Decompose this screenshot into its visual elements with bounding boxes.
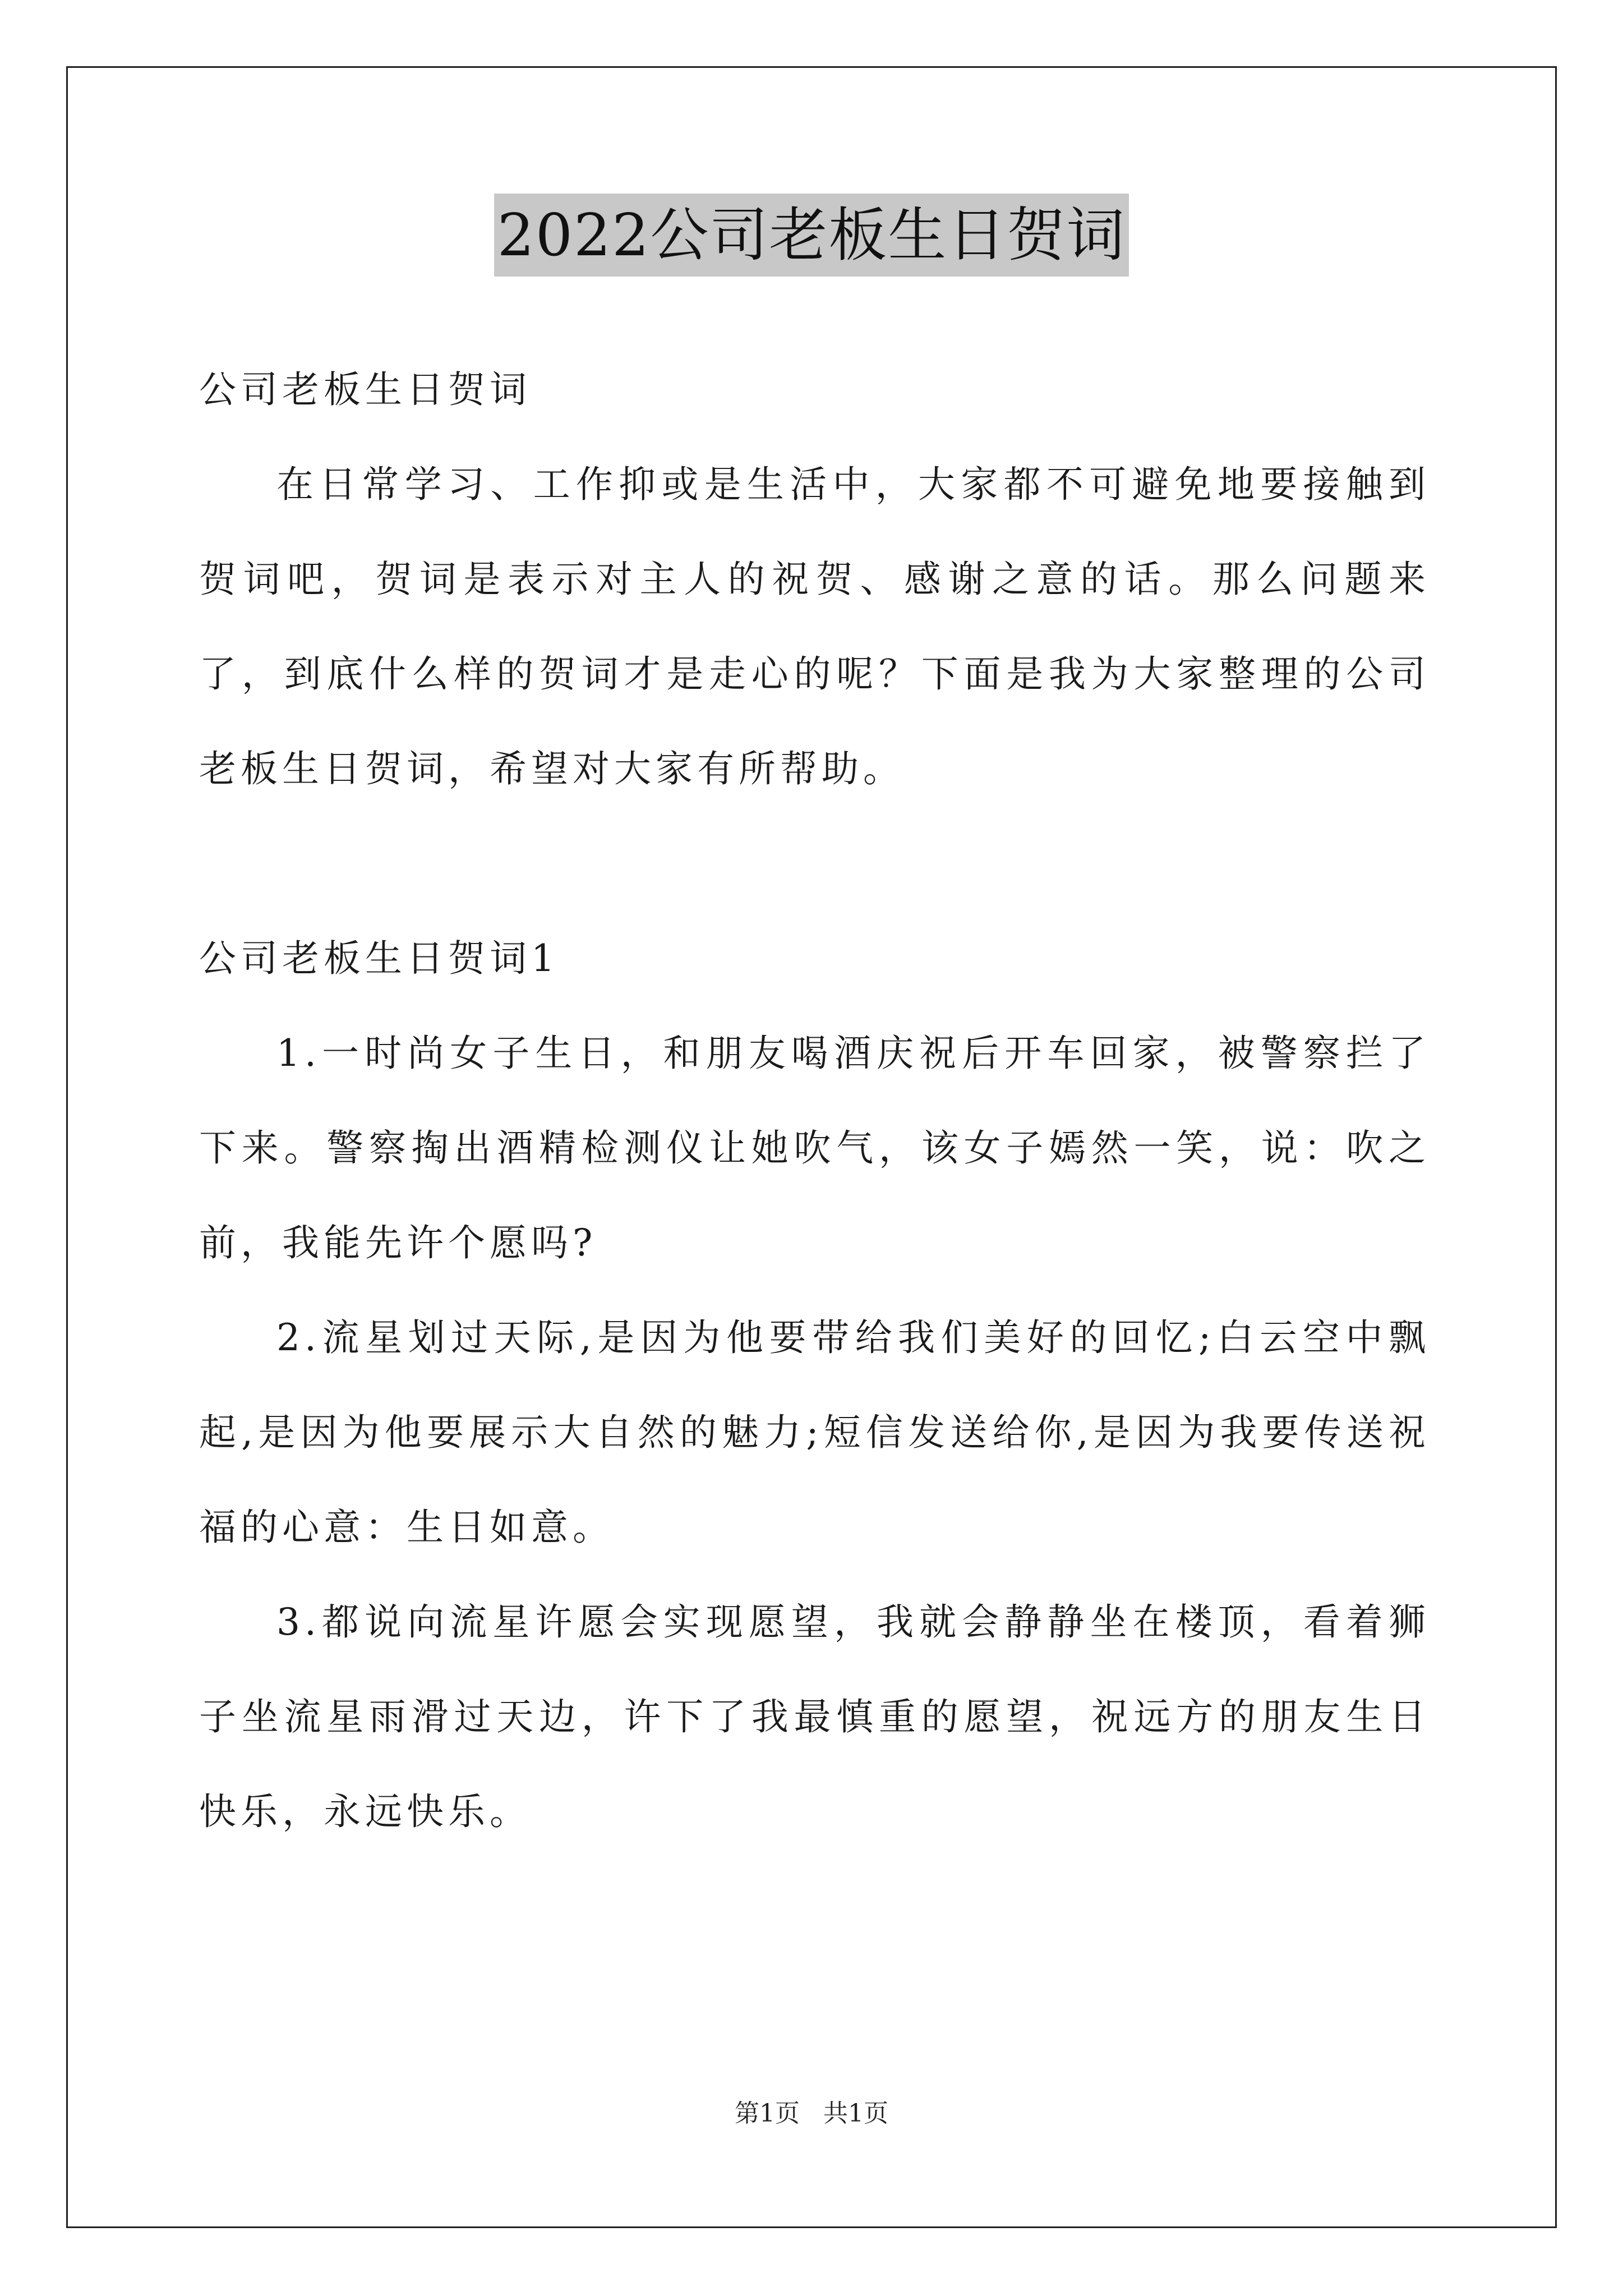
document-body bbox=[199, 342, 1430, 1859]
blank-line bbox=[199, 816, 1430, 911]
document-title: 2022公司老板生日贺词 bbox=[494, 194, 1129, 277]
page-footer bbox=[0, 2097, 1623, 2131]
wish-item-3: 3.都说向流星许愿会实现愿望，我就会静静坐在楼顶，看着狮子坐流星雨滑过天边，许下了我最慎重的愿望，祝远方的朋友生日快乐，永远快乐。 bbox=[199, 1600, 1430, 1833]
intro-paragraph: 在日常学习、工作抑或是生活中，大家都不可避免地要接触到贺词吧，贺词是表示对主人的祝贺、感谢之意的话。那么问题来了，到底什么样的贺词才是走心的呢？下面是我为大家整理的公司老板生日贺词，希望对大家有所帮助。 bbox=[199, 463, 1430, 790]
section-heading: 公司老板生日贺词 bbox=[199, 368, 531, 411]
section-heading-1: 公司老板生日贺词1 bbox=[199, 937, 559, 980]
wish-item-1: 1.一时尚女子生日，和朋友喝酒庆祝后开车回家，被警察拦了下来。警察掏出酒精检测仪让她吹气，该女子嫣然一笑，说：吹之前，我能先许个愿吗? bbox=[199, 1032, 1430, 1264]
page-number-total: 共1页 bbox=[823, 2099, 888, 2128]
title-container bbox=[0, 194, 1623, 277]
page-number-current: 第1页 bbox=[735, 2099, 800, 2128]
wish-item-2: 2.流星划过天际,是因为他要带给我们美好的回忆;白云空中飘起,是因为他要展示大自然的魅力;短信发送给你,是因为我要传送祝福的心意：生日如意。 bbox=[199, 1316, 1430, 1549]
